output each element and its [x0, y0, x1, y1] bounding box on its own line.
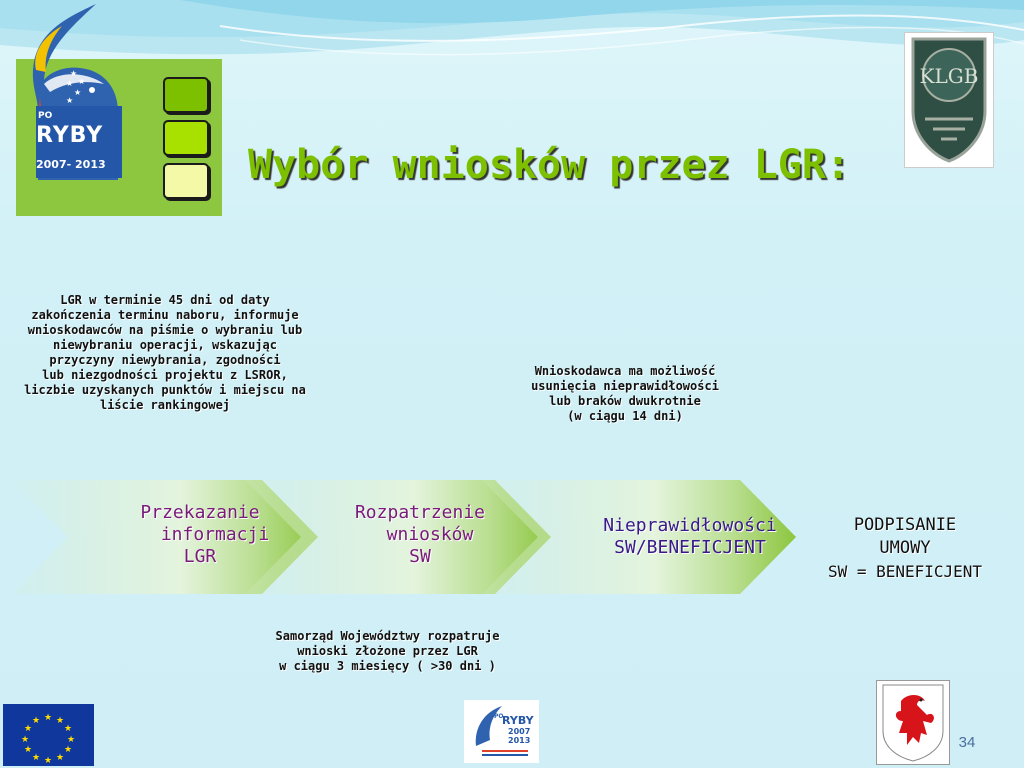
eu-flag-icon: [3, 704, 94, 766]
svg-text:★: ★: [55, 716, 65, 726]
svg-text:2007: 2007: [508, 727, 531, 736]
svg-text:★: ★: [20, 735, 30, 745]
final-step: PODPISANIE UMOWY SW = BENEFICJENT: [827, 515, 983, 581]
svg-text:★: ★: [23, 745, 33, 755]
svg-text:★: ★: [66, 96, 74, 105]
svg-text:★: ★: [55, 753, 65, 763]
page-number: 34: [958, 734, 976, 751]
green-square-2: [163, 120, 209, 156]
svg-text:★: ★: [63, 745, 73, 755]
lgr-notice-text: LGR w terminie 45 dni od daty zakończenia terminu naboru, informuje wnioskodawców na piśmie o wybraniu lub niewybraniu operacji, wskazując przyczyny niewybrania, zgodności lub niezgodności projektu z LSROR, liczbie uzyskanych punktów i miejscu na liście rankingowej: [24, 293, 306, 412]
green-square-1: [163, 77, 209, 113]
griffin-coat-of-arms-icon: [876, 680, 950, 765]
svg-text:★: ★: [66, 79, 74, 88]
svg-text:★: ★: [63, 724, 73, 734]
slide-title: Wybór wniosków przez LGR:: [248, 142, 851, 188]
logo-po-text: PO: [38, 111, 53, 121]
svg-text:KLGB: KLGB: [919, 64, 979, 88]
step-przekazanie: Przekazanie informacji LGR: [140, 502, 270, 567]
svg-text:★: ★: [74, 88, 82, 97]
svg-text:2013: 2013: [508, 736, 531, 745]
svg-text:★: ★: [66, 735, 76, 745]
svg-text:★: ★: [31, 716, 41, 726]
logo-ryby-text: RYBY: [36, 123, 104, 148]
applicant-correction-text: Wnioskodawca ma możliwość usunięcia nieprawidłowości lub braków dwukrotnie (w ciągu 14 dni): [531, 364, 719, 423]
svg-text:★: ★: [78, 77, 86, 86]
logo-years-text: 2007- 2013: [36, 158, 106, 171]
green-square-3: [163, 163, 209, 199]
svg-text:★: ★: [43, 756, 53, 766]
svg-text:★: ★: [43, 713, 53, 723]
step-rozpatrzenie: Rozpatrzenie wniosków SW: [354, 502, 486, 567]
step-nieprawidlowosci: Nieprawidłowości SW/BENEFICJENT: [603, 515, 777, 558]
svg-text:PO: PO: [494, 713, 504, 720]
svg-text:★: ★: [23, 724, 33, 734]
svg-text:★: ★: [31, 753, 41, 763]
svg-text:★: ★: [70, 69, 78, 78]
svg-text:RYBY: RYBY: [502, 714, 534, 727]
sw-review-text: Samorząd Województwy rozpatruje wnioski złożone przez LGR w ciągu 3 miesięcy ( >30 dni ): [275, 629, 500, 673]
klgb-badge-icon: [904, 32, 994, 168]
po-ryby-small-logo-icon: [464, 700, 539, 763]
